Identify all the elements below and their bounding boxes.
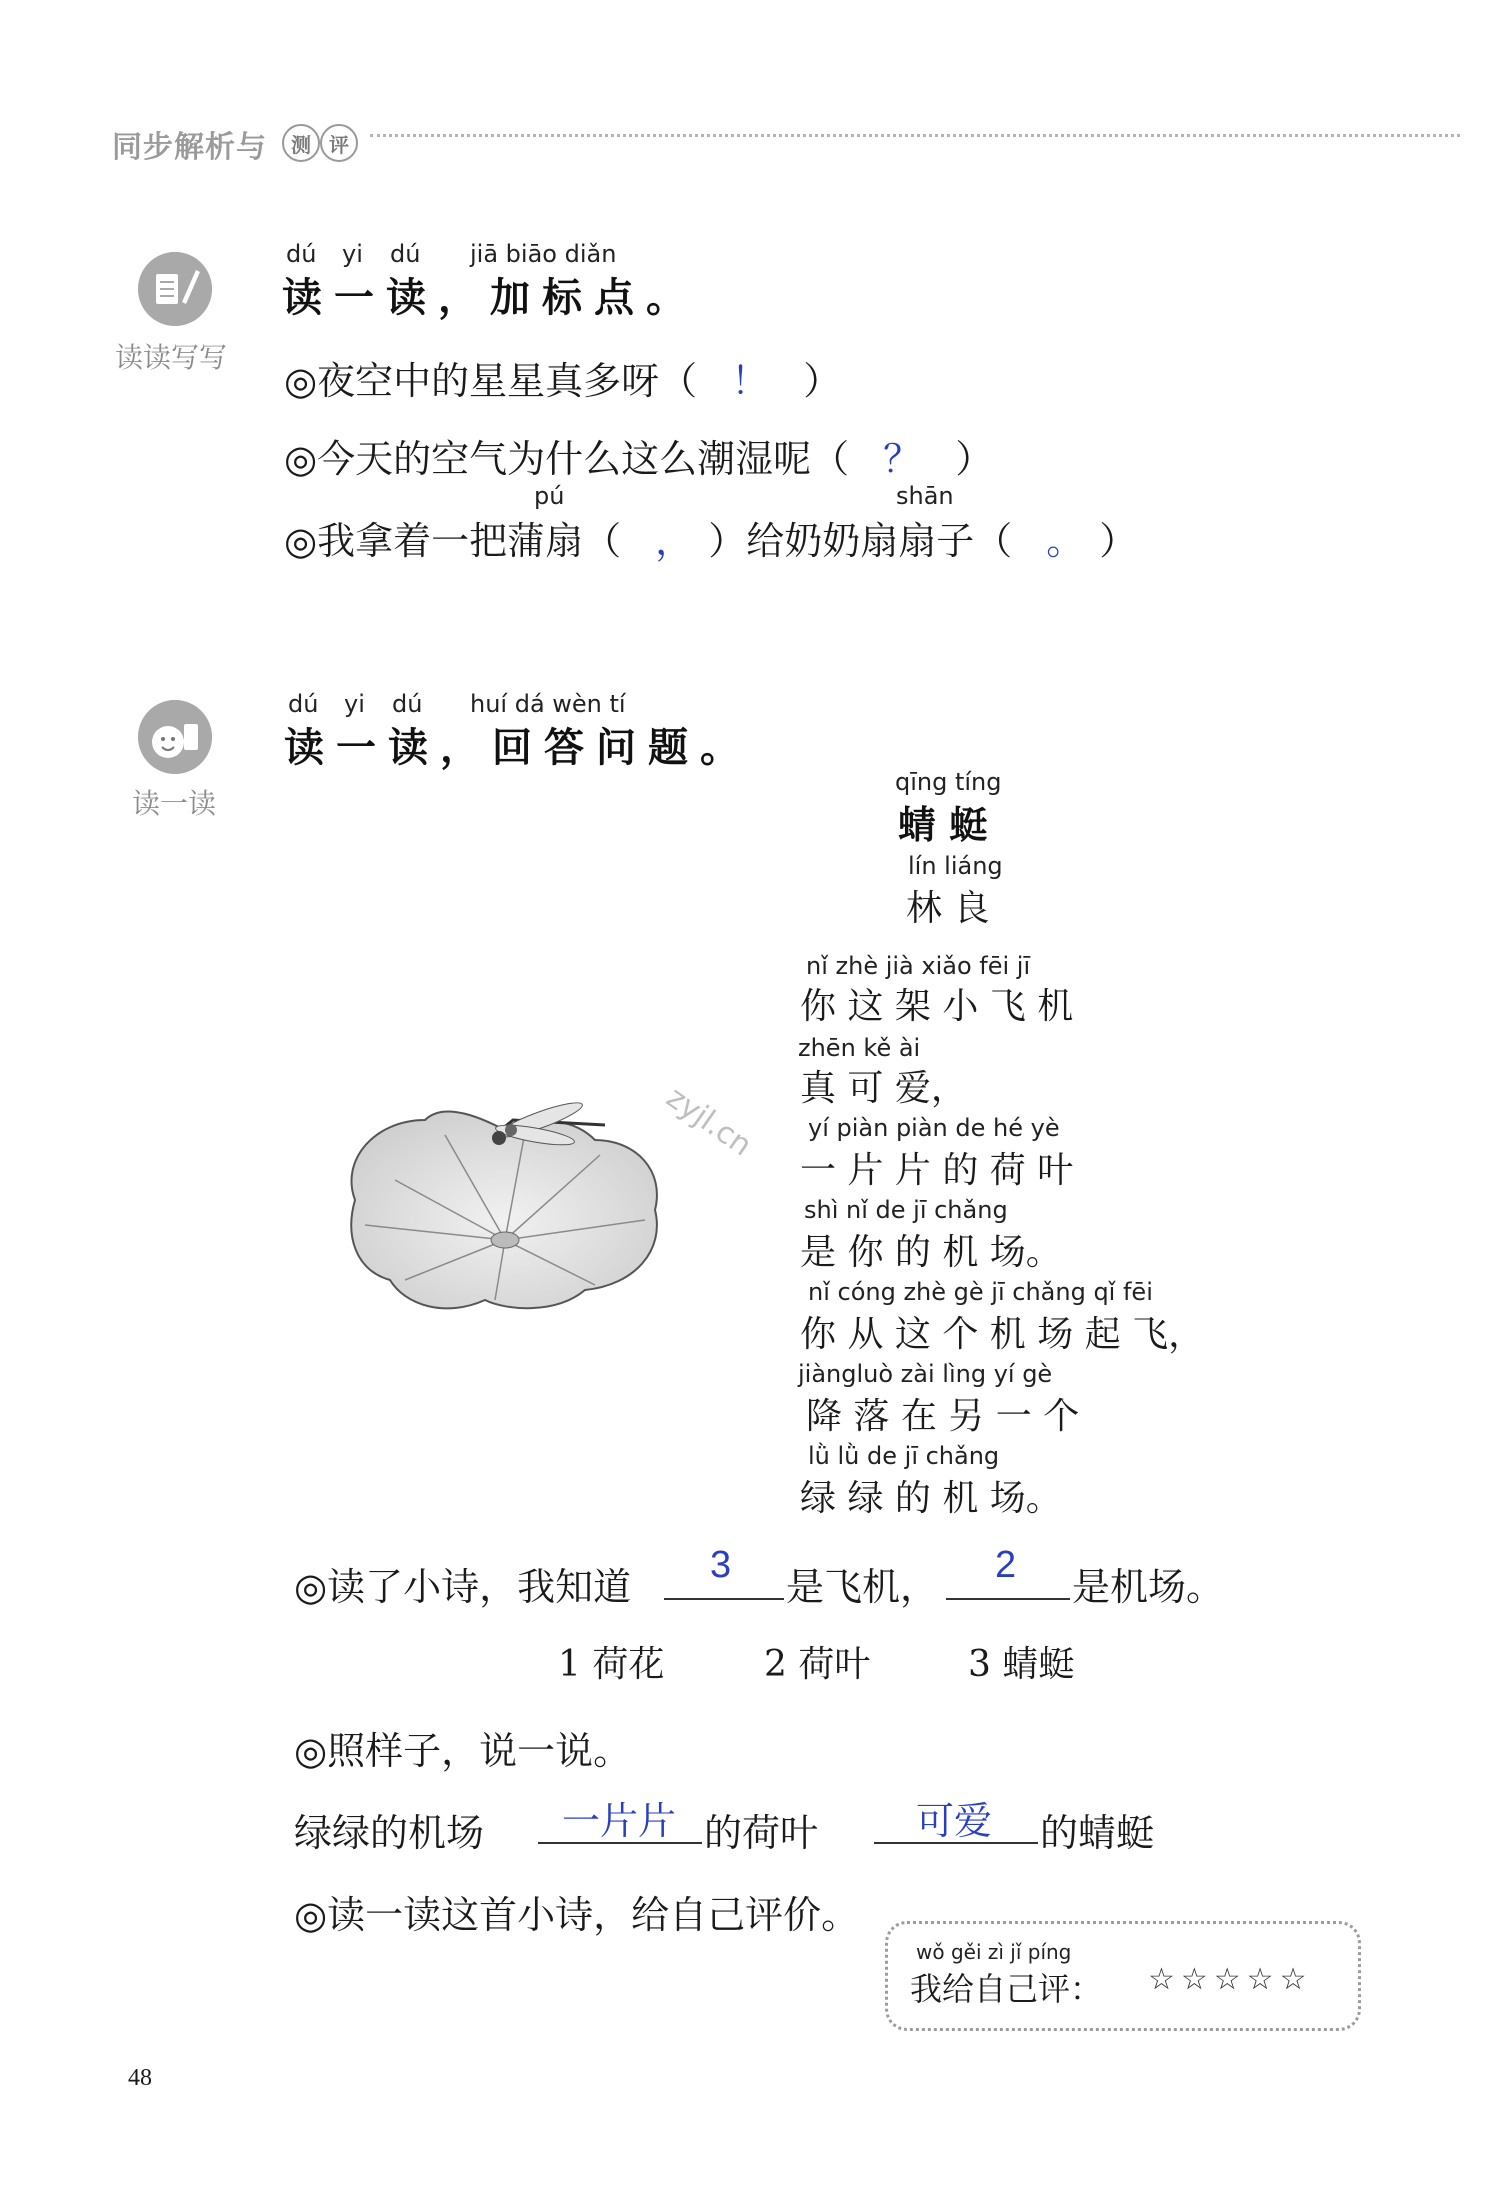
poem-author-pinyin: lín liáng xyxy=(908,852,1003,880)
title-badge-ping: 评 xyxy=(320,124,358,162)
answer-mark: ！ xyxy=(731,361,770,403)
example-text: 绿绿的机场 xyxy=(294,1811,485,1855)
rating-pinyin: wǒ gěi zì jǐ píng xyxy=(916,1940,1072,1964)
poem-title: 蜻 蜓 xyxy=(898,802,988,847)
char-pinyin: pú xyxy=(534,482,565,510)
question-text: ◎照样子，说一说。 xyxy=(294,1729,632,1773)
question-line xyxy=(284,350,841,405)
answer-blank xyxy=(664,1598,784,1600)
header-divider xyxy=(370,134,1460,137)
question-line xyxy=(284,510,1137,565)
poem-line: 降 落 在 另 一 个 xyxy=(806,1396,1080,1437)
poem-line: 绿 绿 的 机 场。 xyxy=(800,1478,1062,1519)
heading-pinyin: dú xyxy=(286,240,317,268)
poem-line-pinyin: zhēn kě ài xyxy=(798,1034,921,1062)
poem-line-pinyin: nǐ cóng zhè gè jī chǎng qǐ fēi xyxy=(808,1278,1153,1306)
paren-close: ） xyxy=(1099,519,1138,563)
question-text: ◎夜空中的星星真多呀（ xyxy=(284,359,698,403)
poem-line: 是 你 的 机 场。 xyxy=(800,1232,1062,1273)
poem-line: 你 这 架 小 飞 机 xyxy=(800,986,1074,1027)
section-label-read: 读一读 xyxy=(132,787,217,820)
paren-close: ） xyxy=(955,437,994,481)
question-line xyxy=(284,428,993,483)
option-item: 2 荷叶 xyxy=(764,1644,871,1685)
answer-blank xyxy=(946,1598,1070,1600)
question-text: ◎今天的空气为什么这么潮湿呢（ xyxy=(284,437,850,481)
section-heading: 读一读，加标点。 xyxy=(282,274,698,321)
question-text: ◎读了小诗，我知道 xyxy=(294,1565,632,1609)
heading-pinyin: yi xyxy=(342,240,363,268)
example-text: 的荷叶 xyxy=(704,1811,819,1855)
read-write-icon xyxy=(138,252,212,326)
paren-close: ） xyxy=(803,359,842,403)
rating-stars[interactable]: ☆☆☆☆☆ xyxy=(1148,1962,1313,1997)
heading-pinyin: yi xyxy=(344,690,365,718)
heading-pinyin: jiā biāo diǎn xyxy=(470,240,617,268)
heading-pinyin: dú xyxy=(288,690,319,718)
answer-mark: ？ xyxy=(883,439,922,481)
heading-pinyin: dú xyxy=(392,690,423,718)
question-text: ）给奶奶扇扇子（ xyxy=(708,519,1013,563)
question-text: ◎我拿着一把蒲扇（ xyxy=(284,519,622,563)
char-pinyin: shān xyxy=(896,482,954,510)
poem-title-pinyin: qīng tíng xyxy=(895,768,1002,796)
poem-line-pinyin: yí piàn piàn de hé yè xyxy=(808,1114,1060,1142)
poem-line: 一 片 片 的 荷 叶 xyxy=(800,1150,1074,1191)
option-item: 1 荷花 xyxy=(558,1644,665,1685)
poem-line: 真 可 爱， xyxy=(800,1068,967,1109)
heading-pinyin: dú xyxy=(390,240,421,268)
answer-2: 2 xyxy=(995,1544,1017,1586)
poem-line-pinyin: shì nǐ de jī chǎng xyxy=(804,1196,1008,1224)
rating-label: 我给自己评： xyxy=(910,1970,1103,2008)
heading-pinyin: huí dá wèn tí xyxy=(470,690,626,718)
poem-line-pinyin: jiàngluò zài lìng yí gè xyxy=(798,1360,1053,1388)
answer-fill: 一片片 xyxy=(562,1801,677,1843)
answer-mark: 。 xyxy=(1046,521,1066,563)
question-text: 是飞机， xyxy=(786,1565,939,1609)
section-label-read-write: 读读写写 xyxy=(115,341,228,374)
lotus-leaf-dragonfly-illustration xyxy=(335,1060,675,1330)
page-number: 48 xyxy=(128,2065,152,2091)
poem-line-pinyin: nǐ zhè jià xiǎo fēi jī xyxy=(806,952,1031,980)
option-item: 3 蜻蜓 xyxy=(968,1644,1075,1685)
question-text: 是机场。 xyxy=(1072,1565,1225,1609)
watermark: zyjl.cn xyxy=(659,1080,758,1164)
answer-fill: 可爱 xyxy=(916,1801,993,1843)
question-text: ◎读一读这首小诗，给自己评价。 xyxy=(294,1893,860,1937)
poem-line-pinyin: lǜ lǜ de jī chǎng xyxy=(808,1442,1000,1470)
poem-author: 林 良 xyxy=(906,888,990,929)
answer-1: 3 xyxy=(710,1544,732,1586)
reading-face-icon xyxy=(138,700,212,774)
title-badge-ce: 测 xyxy=(282,124,320,162)
book-title: 同步解析与 xyxy=(112,130,267,165)
section-heading: 读一读，回答问题。 xyxy=(284,724,752,771)
poem-line: 你 从 这 个 机 场 起 飞， xyxy=(800,1314,1205,1355)
answer-mark: ， xyxy=(655,521,675,563)
example-text: 的蜻蜓 xyxy=(1040,1811,1155,1855)
